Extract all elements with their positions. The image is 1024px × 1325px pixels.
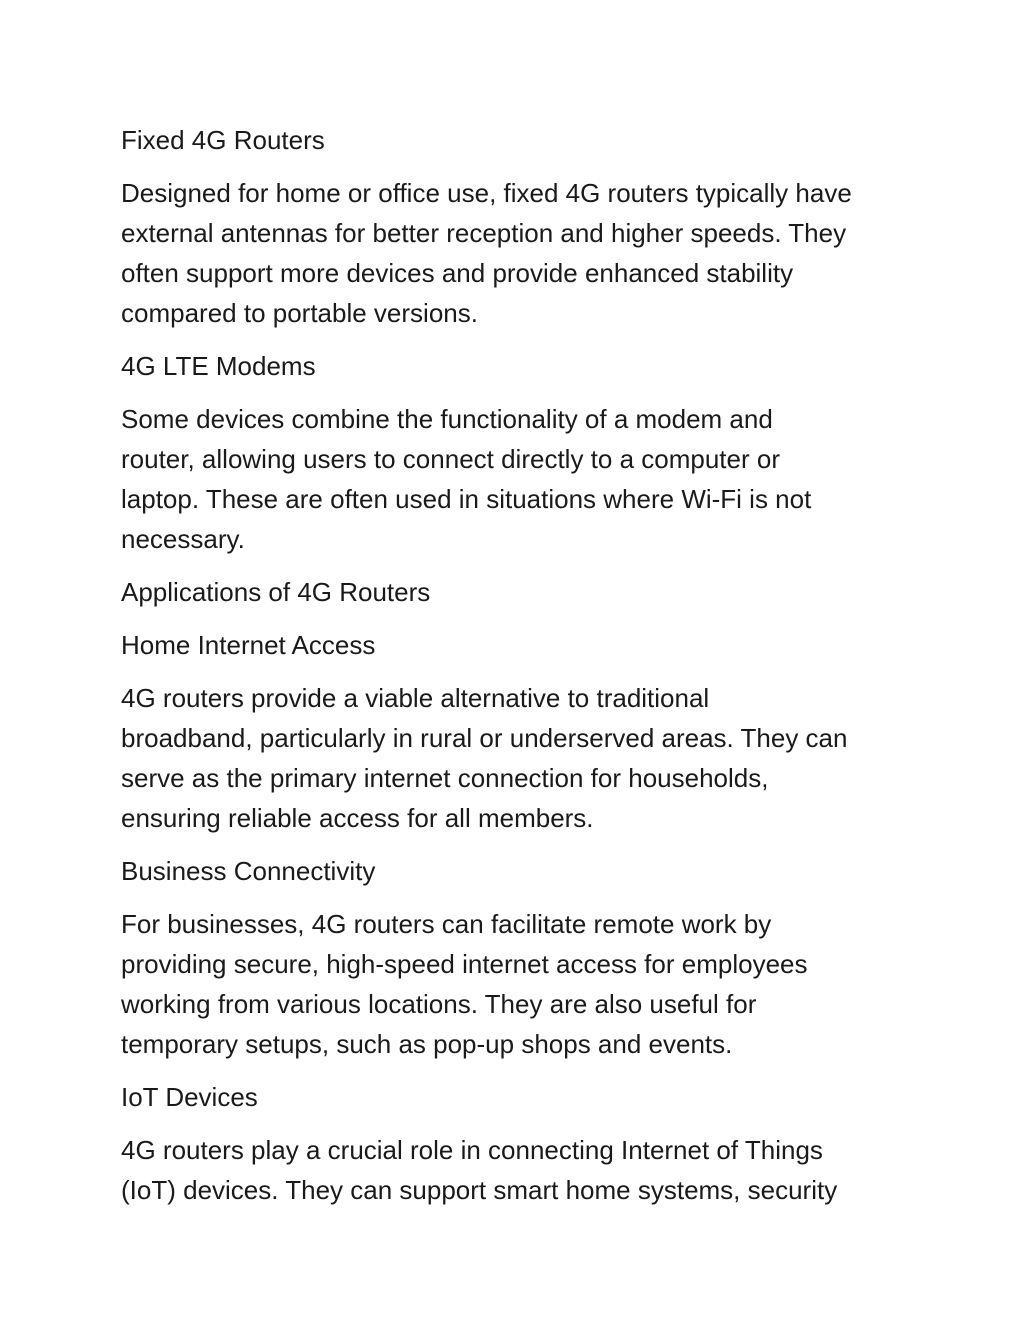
text-line: broadband, particularly in rural or underserved areas. They can (121, 723, 848, 753)
text-line: router, allowing users to connect directly to a computer or (121, 444, 780, 474)
text-line: 4G routers play a crucial role in connecting Internet of Things (121, 1135, 823, 1165)
section-heading-home-internet-access: Home Internet Access (121, 630, 376, 660)
text-line: (IoT) devices. They can support smart home systems, security (121, 1175, 838, 1205)
text-line: Some devices combine the functionality of a modem and (121, 404, 773, 434)
text-line: often support more devices and provide enhanced stability (121, 258, 794, 288)
document-page (121, 120, 911, 1223)
section-heading-business-connectivity: Business Connectivity (121, 856, 376, 886)
text-line: serve as the primary internet connection for households, (121, 763, 769, 793)
text-line: temporary setups, such as pop-up shops and events. (121, 1029, 733, 1059)
paragraph-business-connectivity (121, 904, 911, 1064)
section-heading-iot-devices: IoT Devices (121, 1082, 258, 1112)
text-line: external antennas for better reception and higher speeds. They (121, 218, 847, 248)
text-line: Designed for home or office use, fixed 4G routers typically have (121, 178, 852, 208)
text-line: For businesses, 4G routers can facilitate remote work by (121, 909, 772, 939)
text-line: ensuring reliable access for all members. (121, 803, 594, 833)
paragraph-iot-devices (121, 1130, 911, 1210)
section-heading-fixed-4g-routers: Fixed 4G Routers (121, 125, 325, 155)
text-line: laptop. These are often used in situations where Wi-Fi is not (121, 484, 812, 514)
paragraph-fixed-4g-routers (121, 173, 911, 333)
section-heading-4g-lte-modems: 4G LTE Modems (121, 351, 316, 381)
paragraph-home-internet-access (121, 678, 911, 838)
section-heading-applications: Applications of 4G Routers (121, 577, 431, 607)
text-line: working from various locations. They are also useful for (121, 989, 757, 1019)
text-line: providing secure, high-speed internet access for employees (121, 949, 808, 979)
text-line: compared to portable versions. (121, 298, 478, 328)
paragraph-4g-lte-modems (121, 399, 911, 559)
text-line: 4G routers provide a viable alternative to traditional (121, 683, 710, 713)
text-line: necessary. (121, 524, 245, 554)
